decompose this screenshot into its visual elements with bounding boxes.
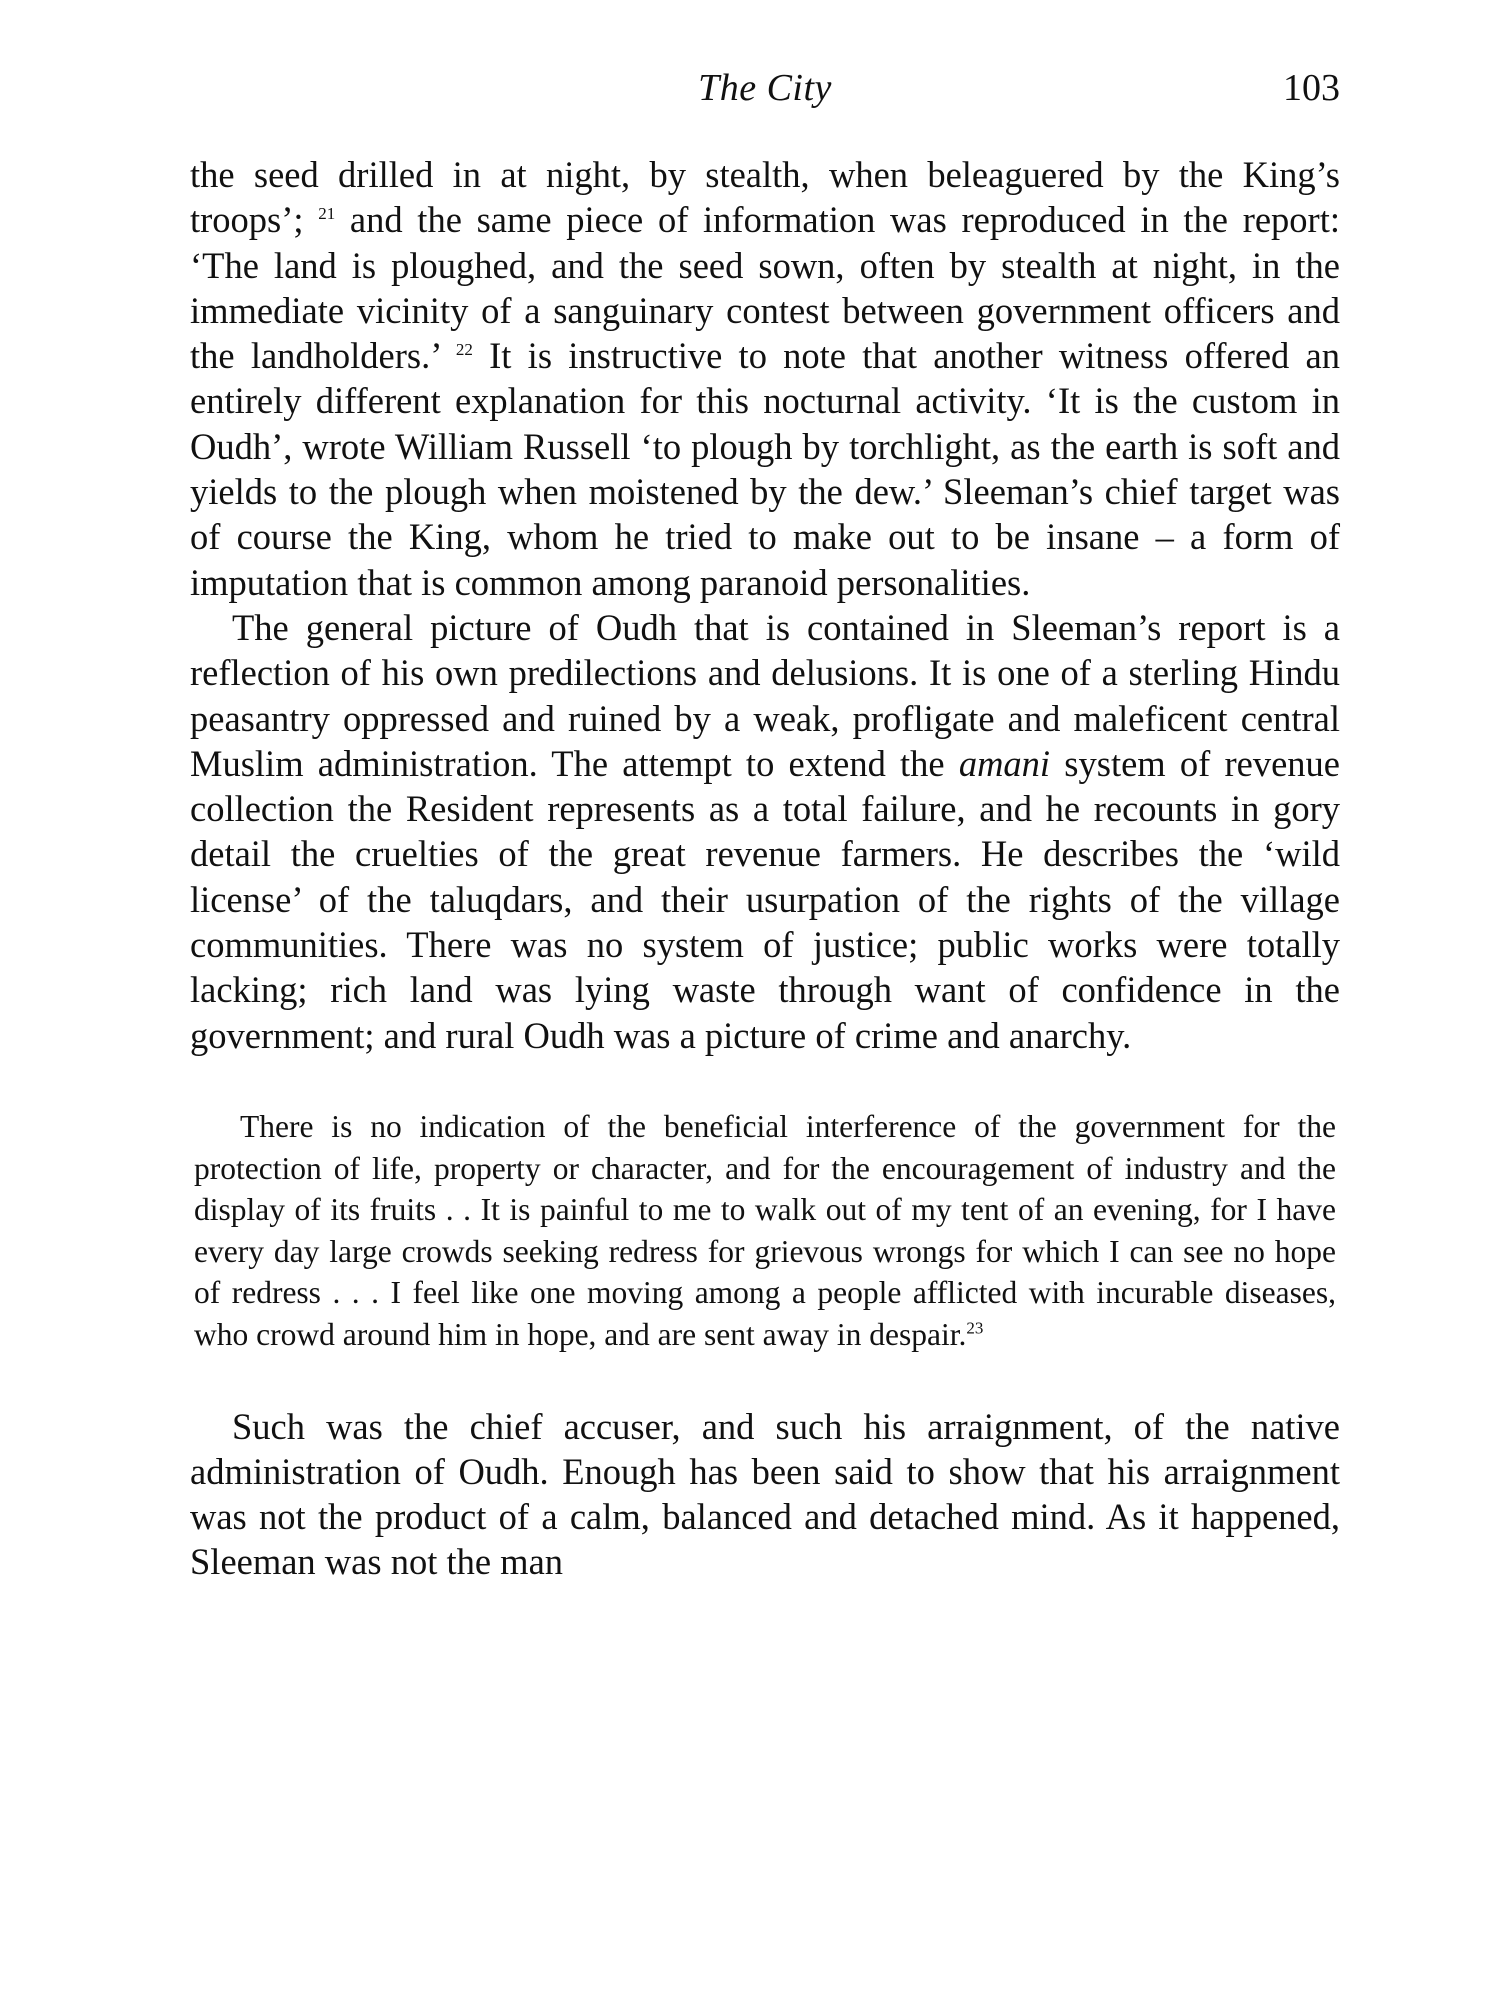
footnote-ref-21: 21 bbox=[318, 204, 336, 224]
footnote-ref-22: 22 bbox=[455, 340, 473, 360]
block-quote-text: There is no indication of the beneficial interference of the government for the protection of life, property or character, and for the encouragement of industry and the display of its fruits . . It is painful to me to walk out of my tent of an evening, for I have every day large crowds seeking redress for grievous wrongs for which I can see no hope of redress . . . I feel like one moving among a people afflicted with incurable diseases, who crowd around him in hope, and are sent away in despair. bbox=[194, 1108, 1336, 1352]
footnote-ref-23: 23 bbox=[966, 1318, 984, 1338]
page-number: 103 bbox=[1283, 67, 1340, 109]
paragraph-1-text-c: It is instructive to note that another witness offered an entirely different explanation for this nocturnal activity. ‘It is the custom in Oudh’, wrote William Russell ‘to plough by torchlight, as the earth is soft and yields to the plough when moistened by the dew.’ Sleeman’s chief target was of course the King, whom he tried to make out to be insane – a form of imputation that is common among paranoid personalities. bbox=[190, 335, 1340, 603]
body-text bbox=[190, 152, 1340, 1585]
spacer bbox=[190, 1058, 1340, 1106]
block-quote bbox=[194, 1106, 1336, 1356]
paragraph-3-text: Such was the chief accuser, and such his arraignment, of the native administration of Oudh. Enough has been said to show that his arraignment was not the product of a calm, balanced and detached mind. As it happened, Sleeman was not the man bbox=[190, 1405, 1340, 1583]
spacer bbox=[190, 1356, 1340, 1404]
paragraph-1-text-a: the seed drilled in at night, by stealth, when beleaguered by the King’s troops’; bbox=[190, 154, 1340, 241]
paragraph-1 bbox=[190, 152, 1340, 605]
paragraph-1-text-b: and the same piece of information was reproduced in the report: ‘The land is ploughed, and the seed sown, often by stealth at night, in the immediate vicinity of a sanguinary contest between government officers and the landholders.’ bbox=[190, 199, 1340, 377]
italic-term-amani: amani bbox=[958, 742, 1051, 784]
paragraph-2-text-b: system of revenue collection the Resident represents as a total failure, and he recounts in gory detail the cruelties of the great revenue farmers. He describes the ‘wild license’ of the taluqdars, and their usurpation of the rights of the village communities. There was no system of justice; public works were totally lacking; rich land was lying waste through want of confidence in the government; and rural Oudh was a picture of crime and anarchy. bbox=[190, 742, 1340, 1056]
running-head bbox=[190, 66, 1340, 116]
paragraph-3 bbox=[190, 1404, 1340, 1585]
paragraph-2 bbox=[190, 605, 1340, 1058]
paragraph-2-text-a: The general picture of Oudh that is contained in Sleeman’s report is a reflection of his own predilections and delusions. It is one of a sterling Hindu peasantry oppressed and ruined by a weak, profligate and maleficent central Muslim administration. The attempt to extend the bbox=[190, 606, 1340, 784]
running-title: The City bbox=[698, 67, 832, 109]
